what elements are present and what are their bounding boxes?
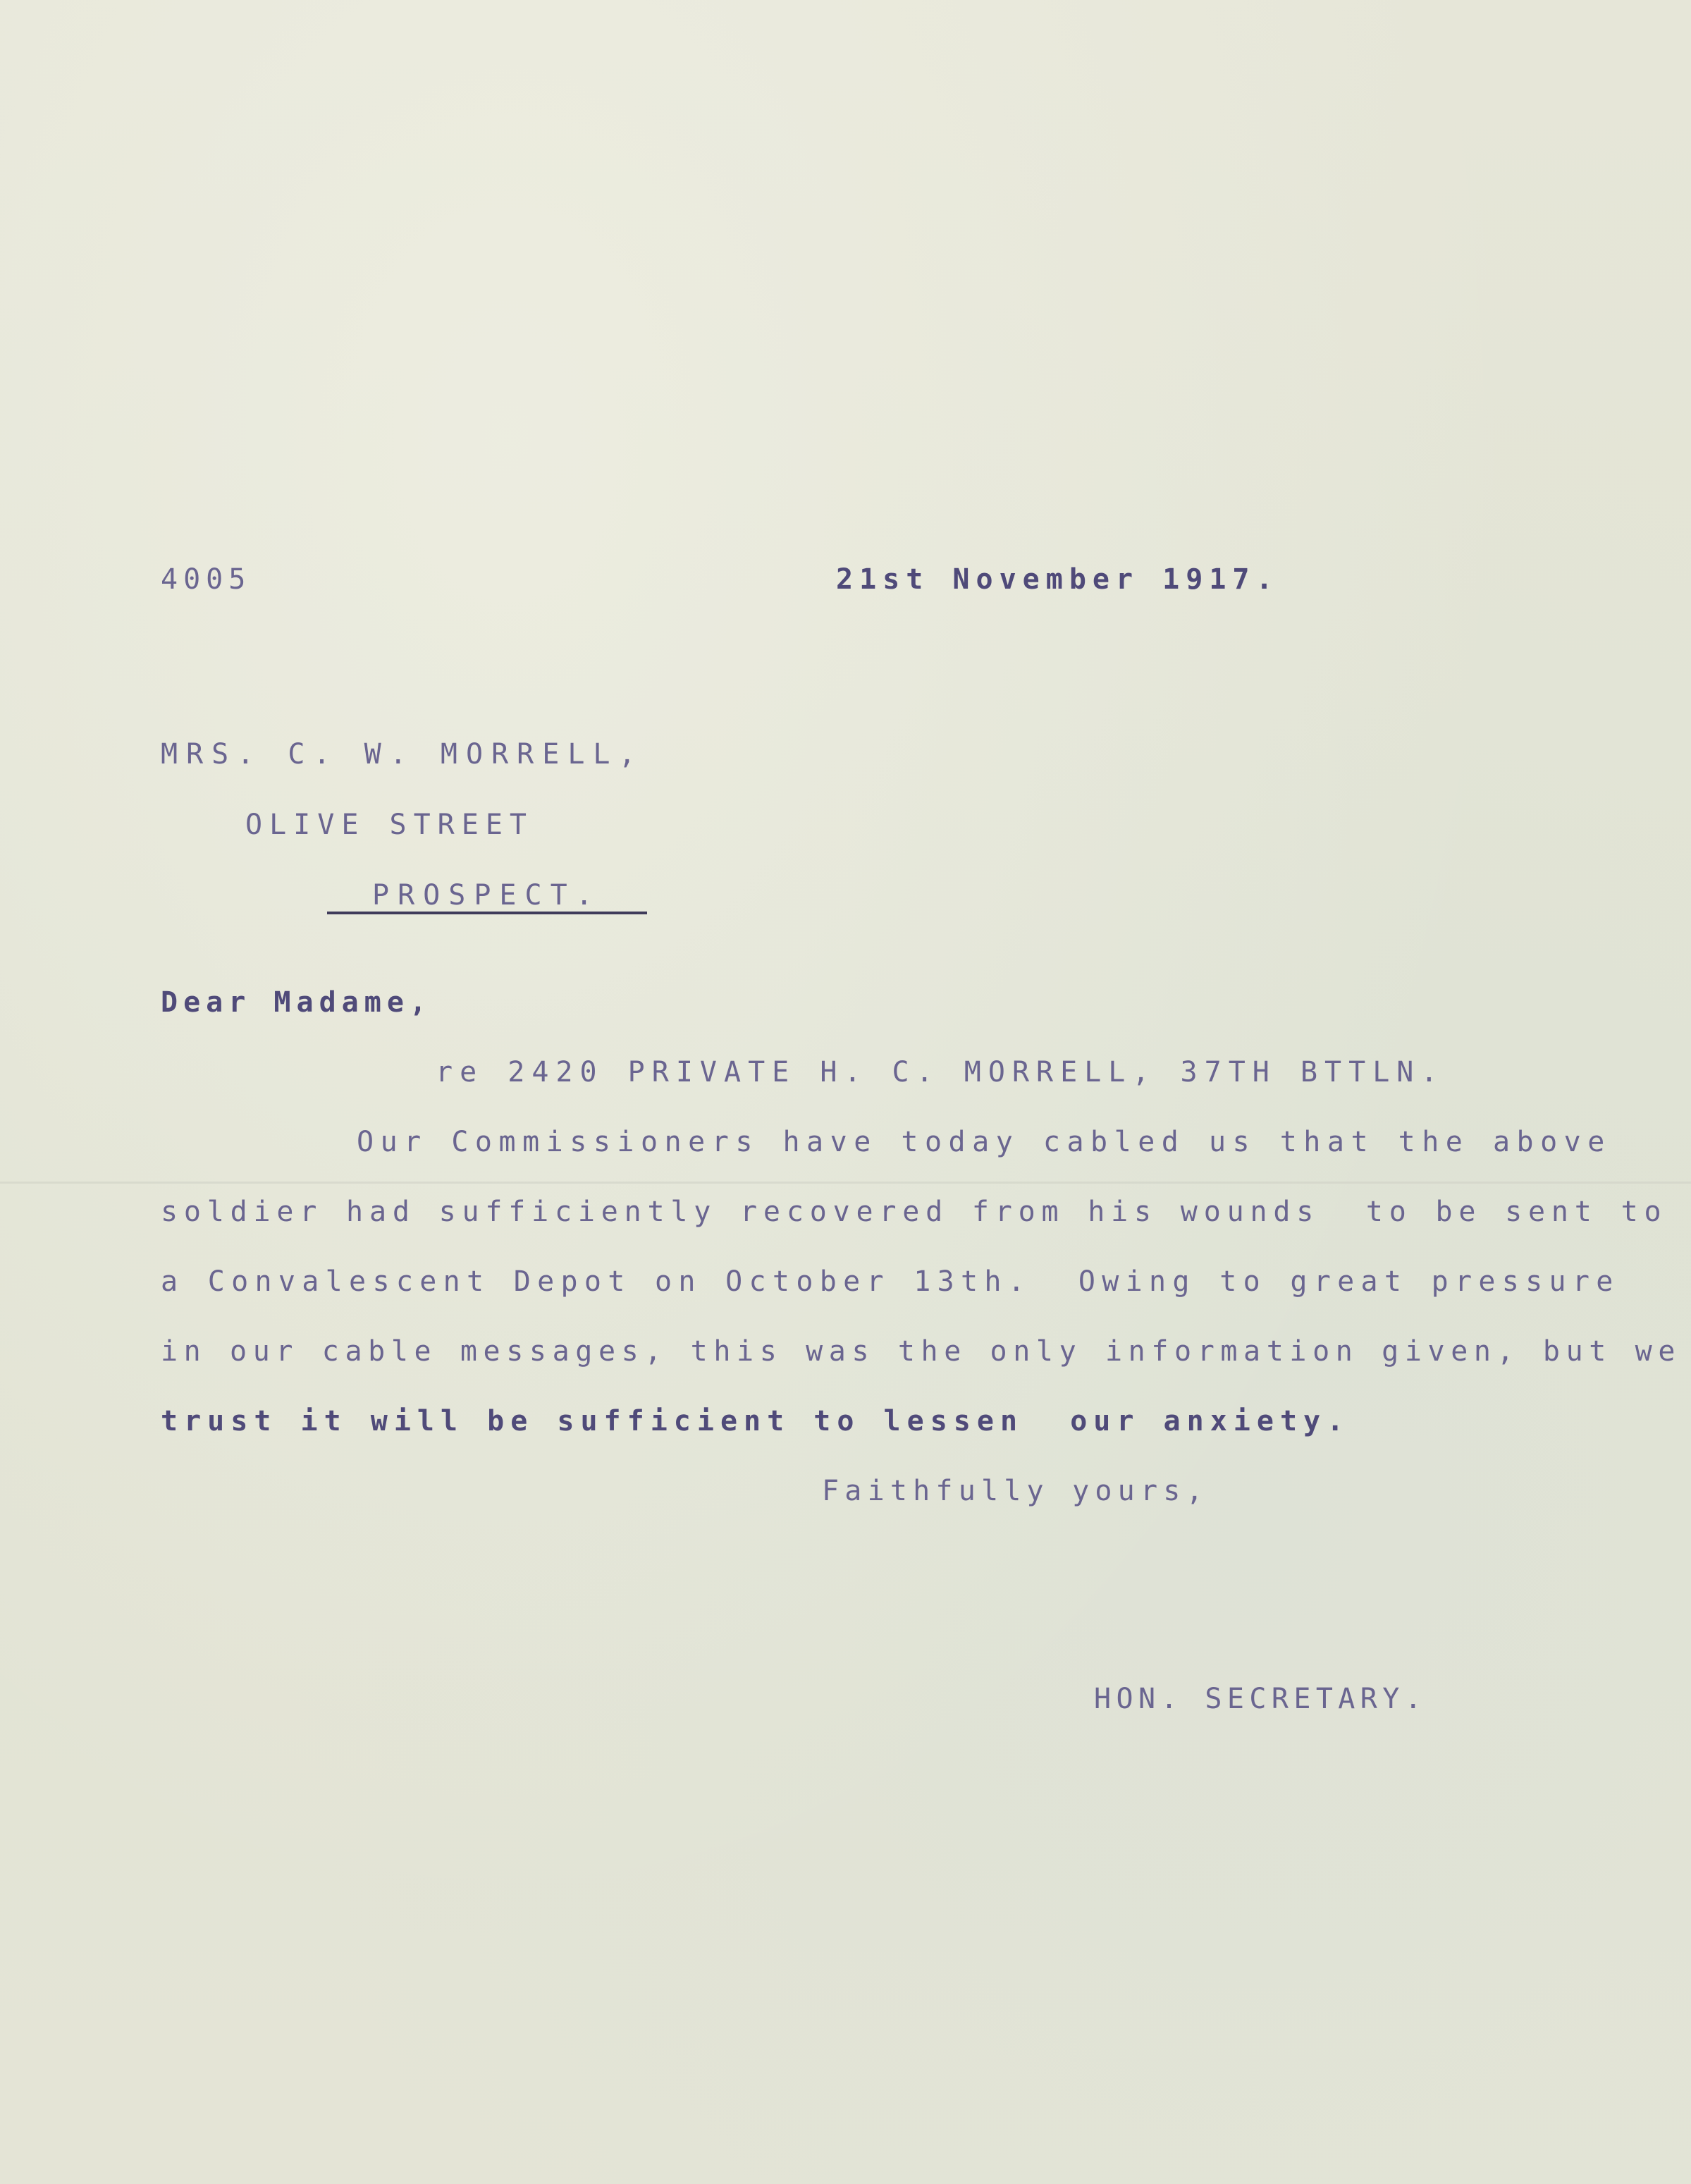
body-line-5: trust it will be sufficient to lessen our anxiety. [161,1405,1351,1437]
salutation: Dear Madame, [161,986,432,1019]
signature-title: HON. SECRETARY. [1094,1683,1427,1715]
subject-line: re 2420 PRIVATE H. C. MORRELL, 37TH BTTLN. [436,1056,1445,1088]
body-line-2: soldier had sufficiently recovered from his wounds to be sent to [161,1196,1668,1228]
body-line-3: a Convalescent Depot on October 13th. Owing to great pressure [161,1265,1620,1298]
body-line-4: in our cable messages, this was the only information given, but we [161,1335,1682,1368]
address-line-suburb: PROSPECT. [372,879,601,912]
letter-date: 21st November 1917. [836,563,1279,596]
paper-fold-line [0,1182,1691,1184]
reference-number: 4005 [161,563,252,596]
address-underline [327,912,647,914]
body-line-1: Our Commissioners have today cabled us that the above [357,1126,1611,1158]
address-line-name: MRS. C. W. MORRELL, [161,738,644,771]
address-line-street: OLIVE STREET [245,809,534,841]
closing: Faithfully yours, [822,1475,1209,1507]
